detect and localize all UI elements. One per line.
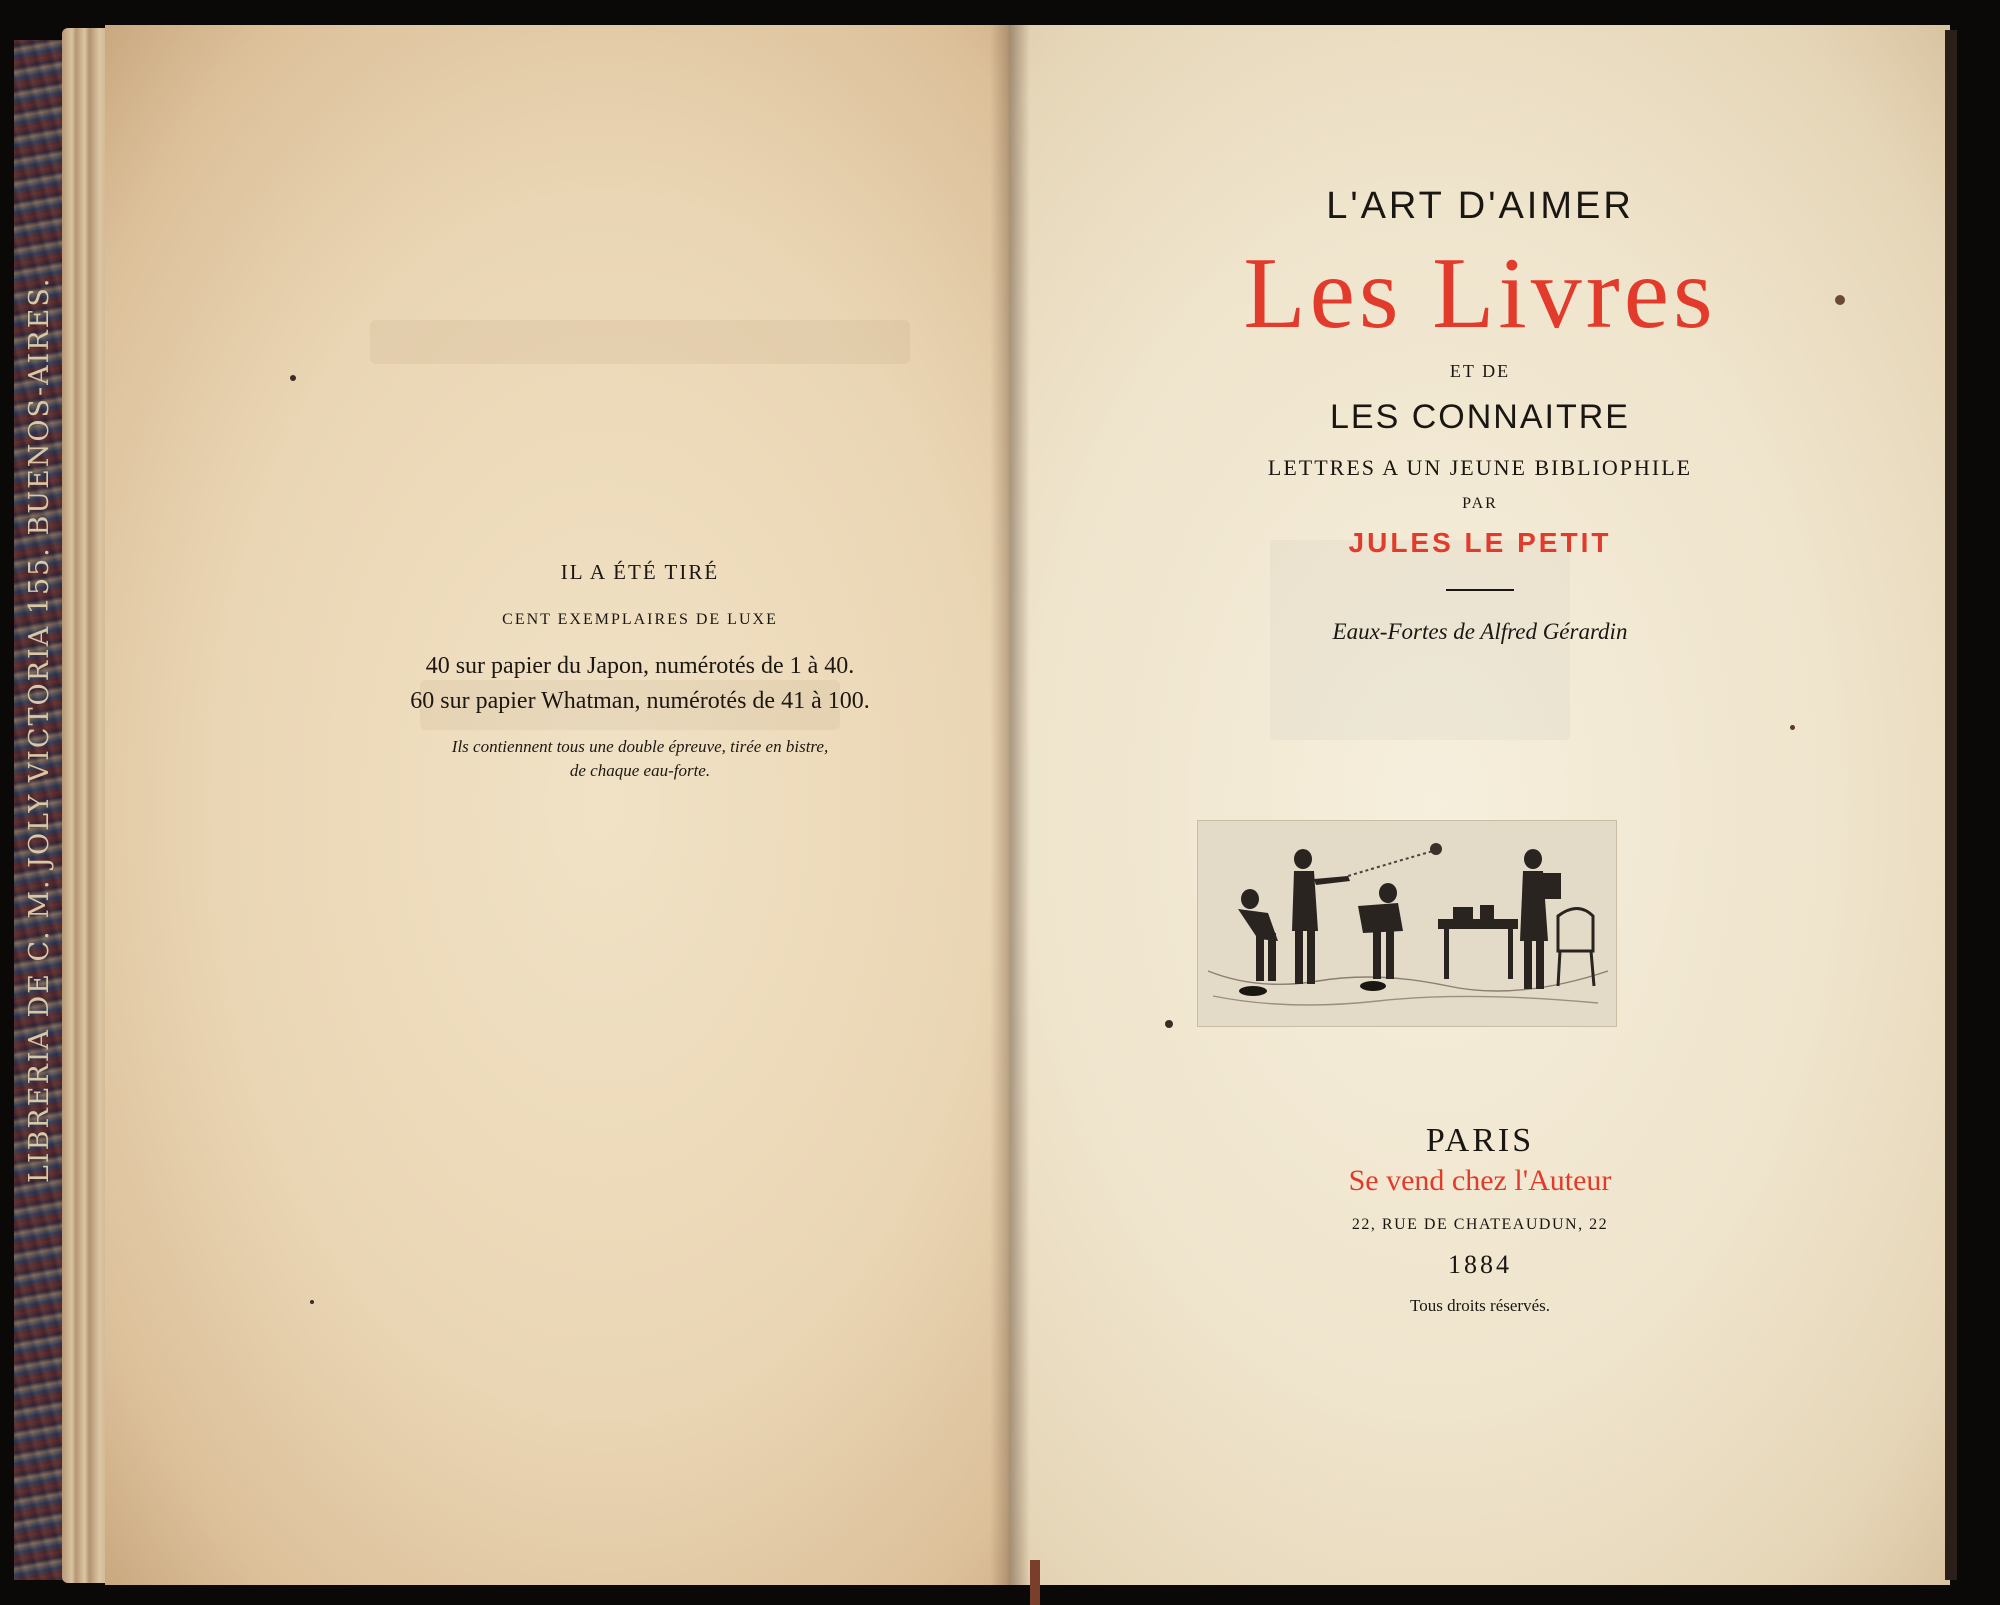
bookseller-stamp: LIBRERIA DE C. M. JOLY VICTORIA 155. BUENOS-AIRES. <box>24 276 55 1184</box>
main-title: Les Livres <box>1243 237 1717 350</box>
bleed-through-shape <box>360 300 920 380</box>
book-gutter <box>990 25 1030 1585</box>
etching-illustration <box>1198 821 1616 1026</box>
ribbon-bookmark <box>1030 1560 1040 1605</box>
japan-paper-line: 40 sur papier du Japon, numérotés de 1 à 40. <box>425 653 855 679</box>
by-label: PAR <box>1462 495 1498 513</box>
limitation-note-2: de chaque eau-forte. <box>569 761 711 780</box>
limitation-title: IL A ÉTÉ TIRÉ <box>560 560 720 584</box>
subtitle: LETTRES A UN JEUNE BIBLIOPHILE <box>1267 455 1693 481</box>
illustrator-credit: Eaux-Fortes de Alfred Gérardin <box>1332 619 1628 645</box>
title-connector: ET DE <box>1449 361 1511 382</box>
paper-speck <box>1790 725 1795 730</box>
divider-rule <box>1446 589 1514 591</box>
paper-speck <box>290 375 296 381</box>
paper-speck <box>310 1300 314 1304</box>
imprint-seller: Se vend chez l'Auteur <box>1348 1164 1612 1197</box>
imprint-year: 1884 <box>1448 1250 1512 1279</box>
imprint <box>1060 1122 1900 1316</box>
imprint-address: 22, RUE DE CHATEAUDUN, 22 <box>1351 1216 1609 1233</box>
etching-vignette <box>1197 820 1617 1027</box>
whatman-paper-line: 60 sur papier Whatman, numérotés de 41 à 100. <box>410 688 870 714</box>
imprint-city: PARIS <box>1425 1122 1535 1159</box>
rights-notice: Tous droits réservés. <box>1410 1296 1550 1315</box>
left-page <box>105 25 1012 1585</box>
limitation-statement <box>340 560 940 781</box>
paper-speck <box>1835 295 1845 305</box>
marbled-spine <box>14 40 66 1580</box>
bleed-through-title <box>360 300 920 380</box>
title-continuation: LES CONNAITRE <box>1330 398 1630 437</box>
limitation-subtitle: CENT EXEMPLAIRES DE LUXE <box>502 611 778 628</box>
author-name: JULES LE PETIT <box>1348 527 1612 559</box>
title-heading: L'ART D'AIMER <box>1326 185 1634 227</box>
title-page <box>1060 185 1900 645</box>
cover-edge <box>1945 30 1957 1580</box>
paper-speck <box>1165 1020 1173 1028</box>
limitation-note-1: Ils contiennent tous une double épreuve, tirée en bistre, <box>451 737 829 756</box>
